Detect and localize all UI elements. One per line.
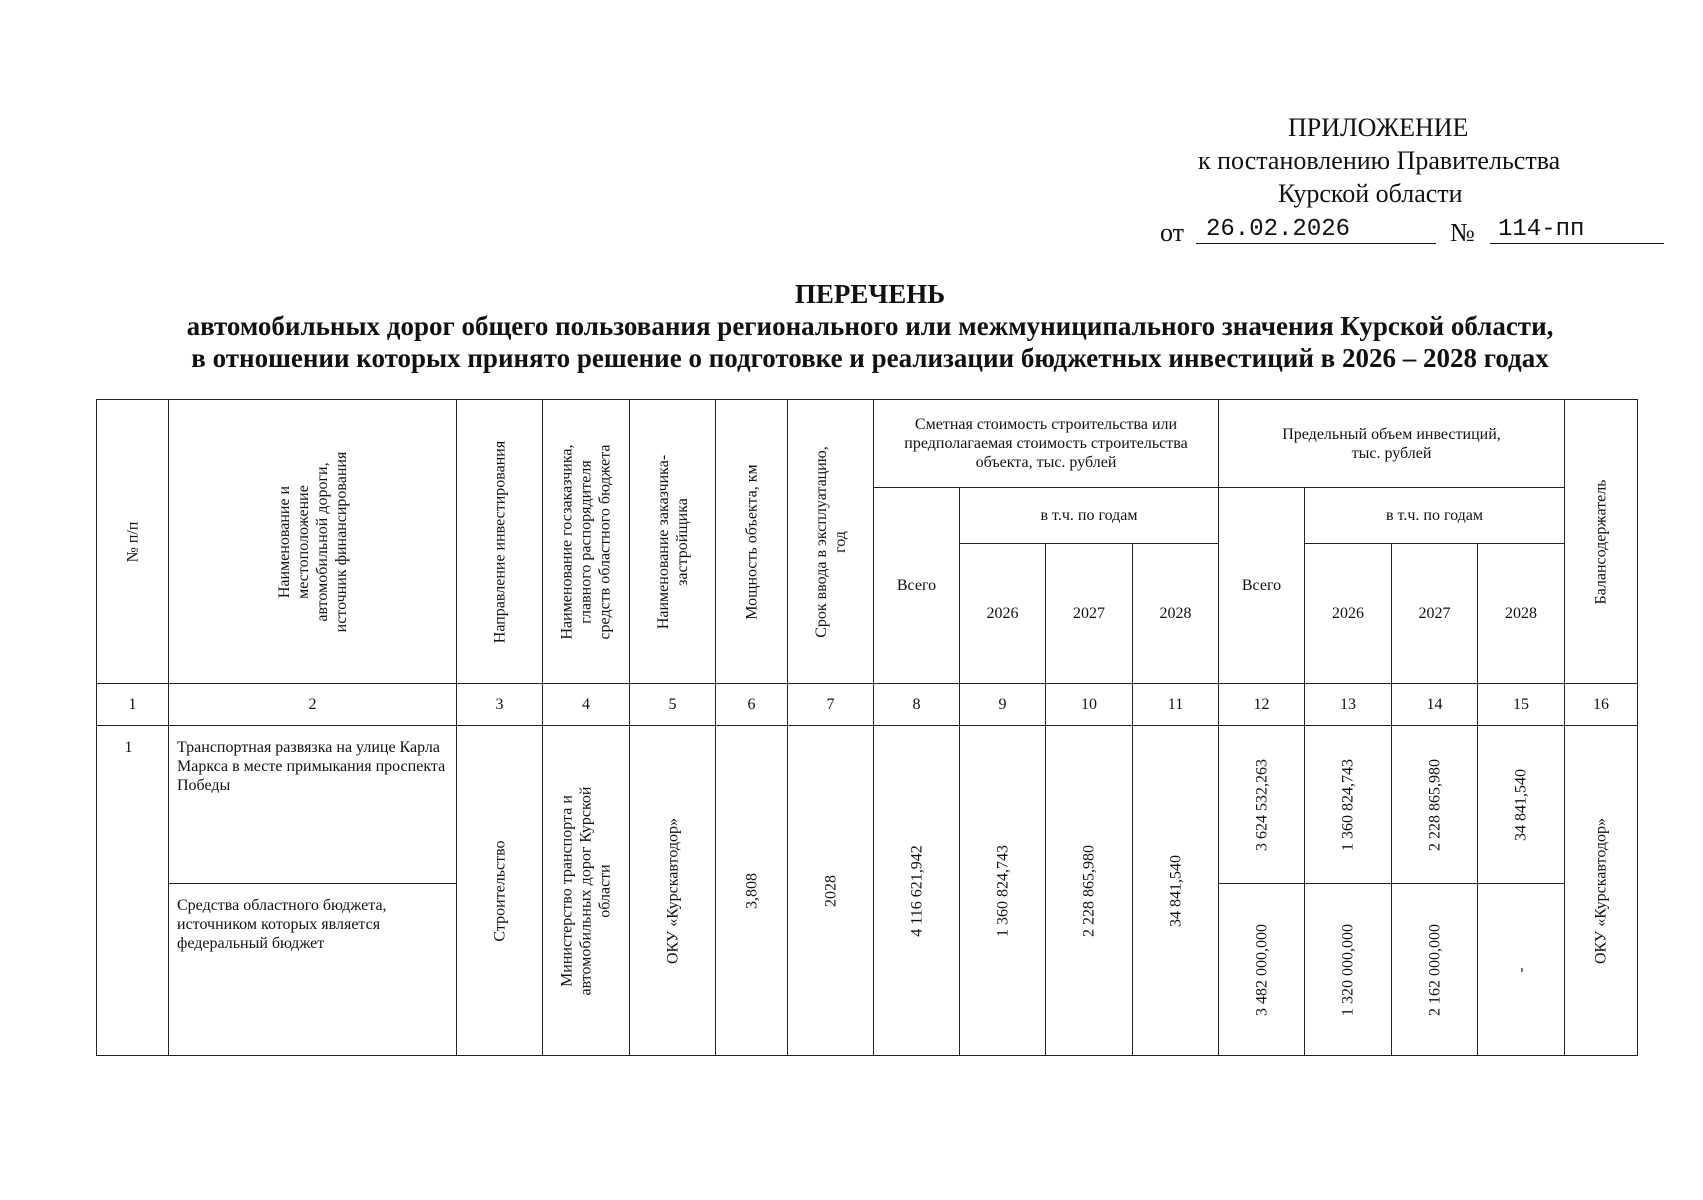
header-invest-2028: 2028 (1478, 544, 1565, 684)
column-number: 10 (1046, 684, 1133, 726)
appendix-line-resolution: к постановлению Правительства (1198, 146, 1561, 175)
column-number: 2 (169, 684, 457, 726)
table-row (97, 726, 1638, 884)
document-title (0, 278, 1703, 374)
header-cost-by-years: в т.ч. по годам (960, 488, 1219, 544)
row-holder: ОКУ «Курскавтодор» (1565, 726, 1638, 1056)
column-number: 12 (1219, 684, 1305, 726)
investment-table (96, 399, 1638, 1056)
column-number: 7 (788, 684, 874, 726)
number-value: 114-пп (1490, 216, 1664, 244)
column-number: 11 (1133, 684, 1219, 726)
title-subtitle-line1: автомобильных дорог общего пользования регионального или межмуниципального значения Курской области, (186, 311, 1554, 341)
row-invest-2028: 34 841,540 (1478, 726, 1565, 884)
row-direction: Строительство (457, 726, 543, 1056)
header-cost-group: Сметная стоимость строительства или предполагаемая стоимость строительства объекта, тыс. рублей (874, 400, 1219, 488)
row-fed-total: 3 482 000,000 (1219, 884, 1305, 1056)
date-prefix: от (1160, 218, 1185, 247)
row-cost-2027: 2 228 865,980 (1046, 726, 1133, 1056)
header-invest-2026: 2026 (1305, 544, 1392, 684)
column-number: 6 (716, 684, 788, 726)
row-fed-2027: 2 162 000,000 (1392, 884, 1478, 1056)
row-capacity: 3,808 (716, 726, 788, 1056)
date-number-line (1160, 214, 1680, 250)
row-invest-2026: 1 360 824,743 (1305, 726, 1392, 884)
row-invest-2027: 2 228 865,980 (1392, 726, 1478, 884)
row-number: 1 (97, 726, 169, 1056)
header-cost-2028: 2028 (1133, 544, 1219, 684)
header-col-developer: Наименование заказчика- застройщика (630, 400, 716, 684)
column-number: 9 (960, 684, 1046, 726)
header-cost-total: Всего (874, 488, 960, 684)
column-number: 13 (1305, 684, 1392, 726)
header-col-capacity: Мощность объекта, км (716, 400, 788, 684)
date-value: 26.02.2026 (1196, 216, 1436, 244)
appendix-title: ПРИЛОЖЕНИЕ (1288, 113, 1469, 142)
header-invest-total: Всего (1219, 488, 1305, 684)
title-subtitle-line2: в отношении которых принято решение о подготовке и реализации бюджетных инвестиций в 2026 – 2028 годах (191, 343, 1549, 373)
appendix-line-region: Курской области (1278, 179, 1463, 208)
header-invest-2027: 2027 (1392, 544, 1478, 684)
header-invest-by-years: в т.ч. по годам (1305, 488, 1565, 544)
row-cost-total: 4 116 621,942 (874, 726, 960, 1056)
row-funding-source: Средства областного бюджета, источником которых является федеральный бюджет (169, 884, 457, 1056)
row-year: 2028 (788, 726, 874, 1056)
column-number: 4 (543, 684, 630, 726)
number-prefix: № (1450, 218, 1475, 247)
column-number: 3 (457, 684, 543, 726)
row-object-name: Транспортная развязка на улице Карла Маркса в месте примыкания проспекта Победы (169, 726, 457, 884)
row-fed-2028: - (1478, 884, 1565, 1056)
header-col-num: № п/п (97, 400, 169, 684)
column-number: 14 (1392, 684, 1478, 726)
row-cost-2028: 34 841,540 (1133, 726, 1219, 1056)
row-developer: ОКУ «Курскавтодор» (630, 726, 716, 1056)
column-number: 8 (874, 684, 960, 726)
column-number: 5 (630, 684, 716, 726)
header-col-year: Срок ввода в эксплуатацию, год (788, 400, 874, 684)
header-col-holder: Балансодержатель (1565, 400, 1638, 684)
column-number: 16 (1565, 684, 1638, 726)
header-col-direction: Направление инвестирования (457, 400, 543, 684)
row-fed-2026: 1 320 000,000 (1305, 884, 1392, 1056)
header-col-name: Наименование и местоположение автомобильной дороги, источник финансирования (169, 400, 457, 684)
title-heading: ПЕРЕЧЕНЬ (794, 279, 946, 309)
header-col-gos-customer: Наименование госзаказчика, главного распорядителя средств областного бюджета (543, 400, 630, 684)
row-cost-2026: 1 360 824,743 (960, 726, 1046, 1056)
column-number: 15 (1478, 684, 1565, 726)
column-number-row (97, 684, 1638, 726)
column-number: 1 (97, 684, 169, 726)
header-cost-2027: 2027 (1046, 544, 1133, 684)
row-gos-customer: Министерство транспорта и автомобильных дорог Курской области (543, 726, 630, 1056)
header-invest-group: Предельный объем инвестиций, тыс. рублей (1219, 400, 1565, 488)
row-invest-total: 3 624 532,263 (1219, 726, 1305, 884)
header-cost-2026: 2026 (960, 544, 1046, 684)
